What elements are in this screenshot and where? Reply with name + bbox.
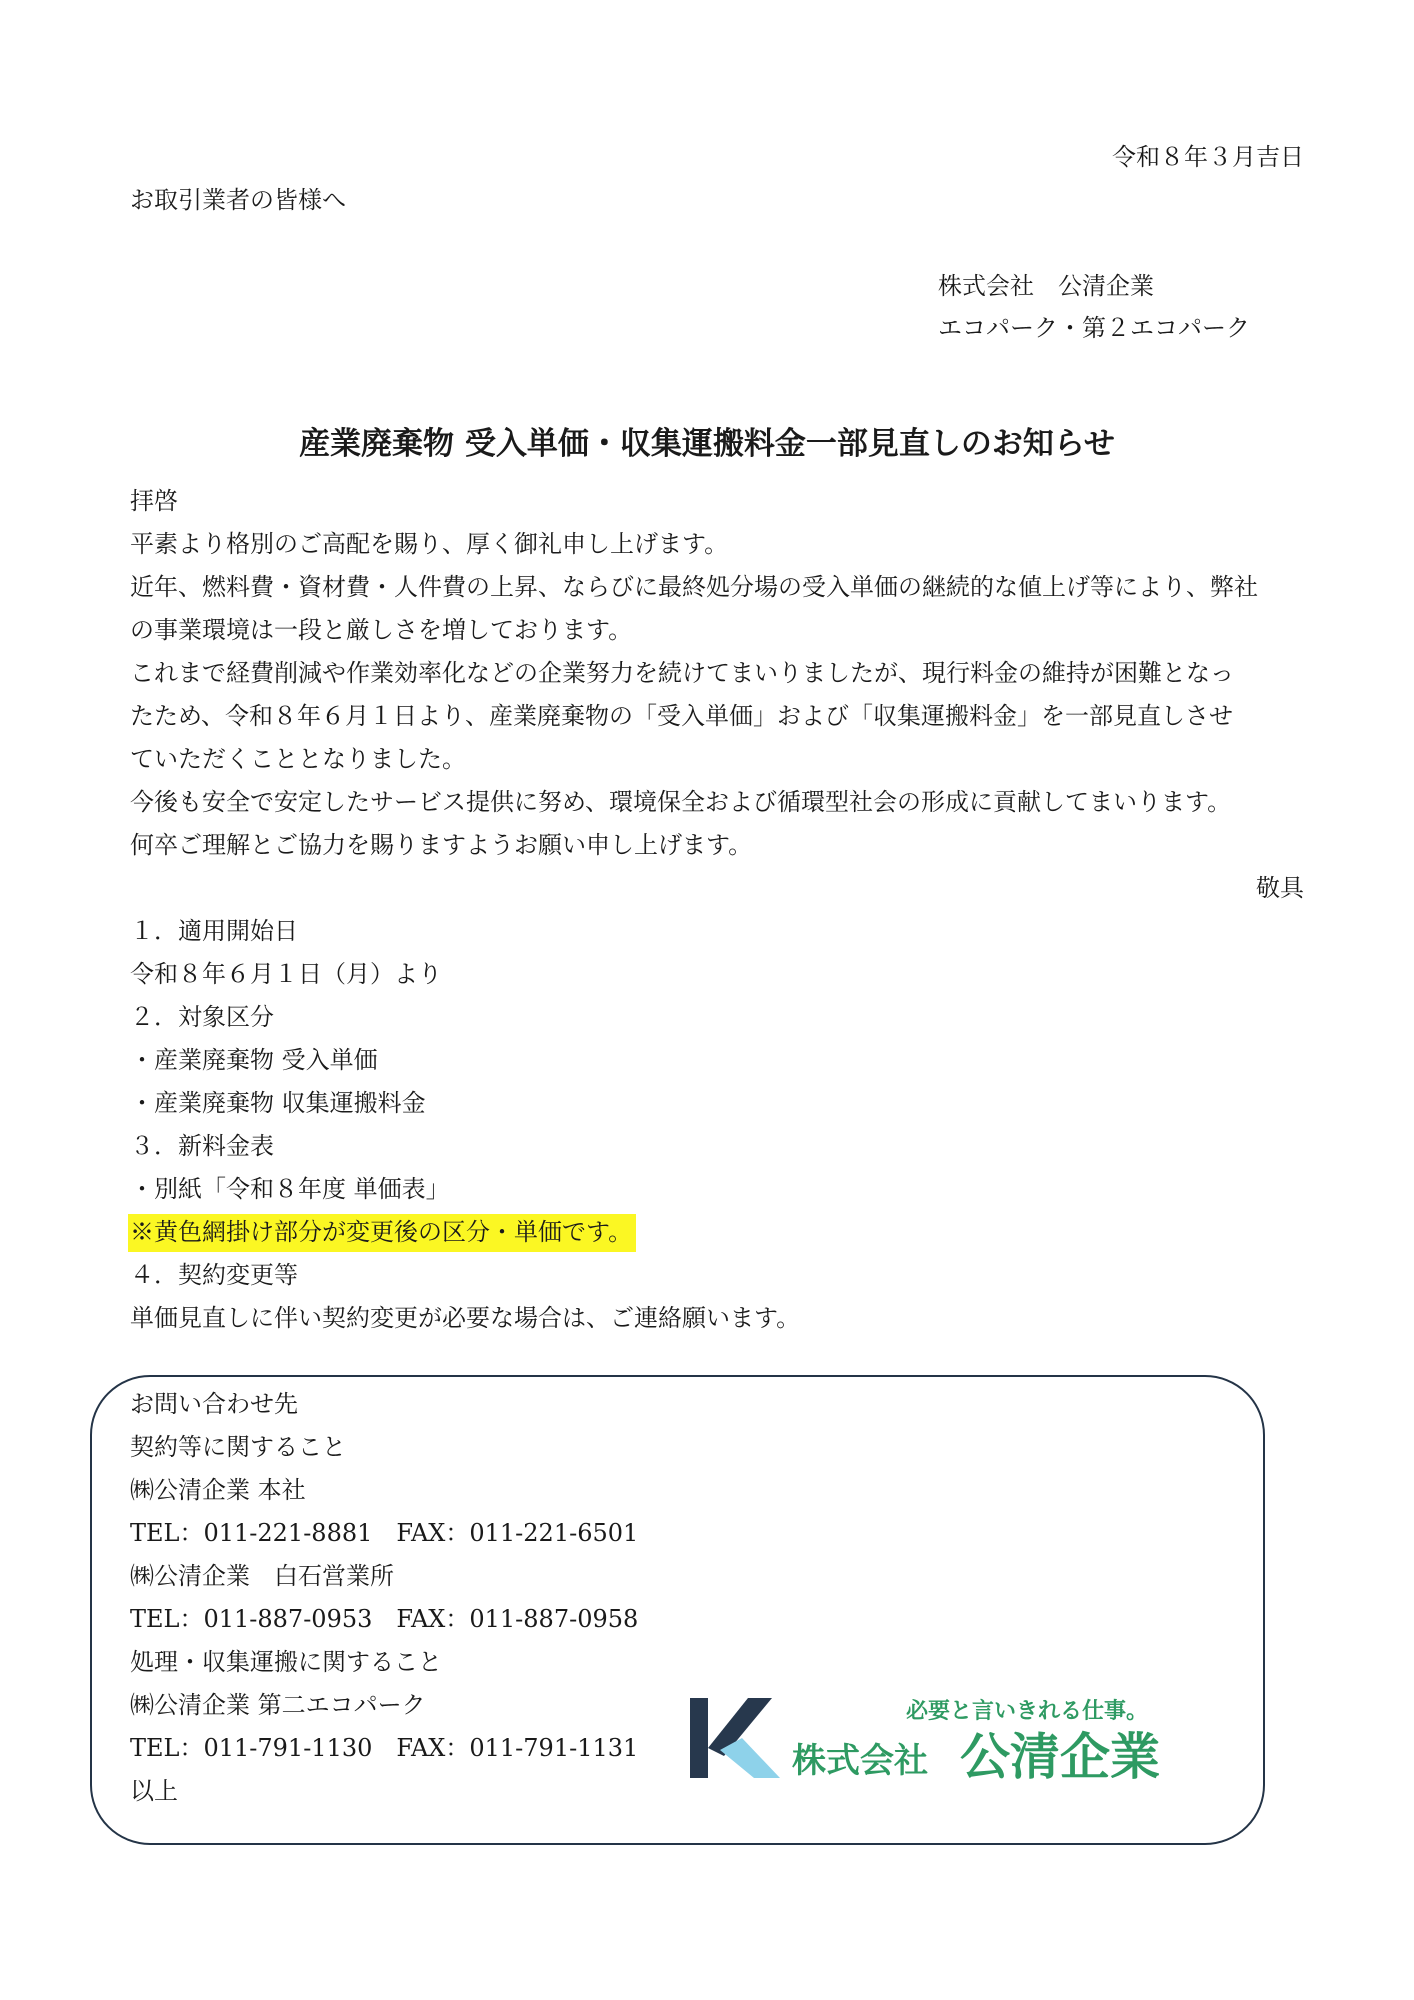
body-line: たため、令和８年６月１日より、産業廃棄物の「受入単価」および「収集運搬料金」を一部見直しさせ bbox=[130, 702, 1234, 730]
document-title: 産業廃棄物 受入単価・収集運搬料金一部見直しのお知らせ bbox=[299, 426, 1115, 462]
shiroishi-name: ㈱公清企業 白石営業所 bbox=[130, 1562, 394, 1590]
body-line: 今後も安全で安定したサービス提供に努め、環境保全および循環型社会の形成に貢献してまいります。 bbox=[130, 788, 1232, 816]
section-3-heading: ３．新料金表 bbox=[130, 1132, 274, 1160]
hq-name: ㈱公清企業 本社 bbox=[130, 1476, 306, 1504]
section-2-item: ・産業廃棄物 収集運搬料金 bbox=[130, 1089, 426, 1117]
shiroishi-phone: TEL：011-887-0953 FAX：011-887-0958 bbox=[130, 1605, 639, 1633]
k-mark-icon bbox=[690, 1698, 780, 1778]
body-line: の事業環境は一段と厳しさを増しております。 bbox=[130, 616, 633, 644]
section-1-text: 令和８年６月１日（月）より bbox=[130, 960, 442, 988]
highlight-note bbox=[128, 1220, 636, 1244]
company-logo bbox=[690, 1690, 1200, 1780]
end-mark: 以上 bbox=[130, 1777, 178, 1805]
section-3-item: ・別紙「令和８年度 単価表」 bbox=[130, 1175, 450, 1203]
document-date: 令和８年３月吉日 bbox=[1112, 143, 1304, 171]
body-line: 何卒ご理解とご協力を賜りますようお願い申し上げます。 bbox=[130, 831, 753, 859]
sender-division: エコパーク・第２エコパーク bbox=[938, 314, 1250, 342]
body-line: 近年、燃料費・資材費・人件費の上昇、ならびに最終処分場の受入単価の継続的な値上げ等により、弊社 bbox=[130, 573, 1258, 601]
logo-company-name: 公清企業 bbox=[960, 1728, 1160, 1780]
section-1-heading: １．適用開始日 bbox=[130, 917, 298, 945]
recipient: お取引業者の皆様へ bbox=[130, 186, 346, 214]
highlight-note-text: ※黄色網掛け部分が変更後の区分・単価です。 bbox=[128, 1214, 636, 1252]
opening-greeting: 拝啓 bbox=[130, 487, 178, 515]
body-line: 平素より格別のご高配を賜り、厚く御礼申し上げます。 bbox=[130, 530, 729, 558]
body-line: これまで経費削減や作業効率化などの企業努力を続けてまいりましたが、現行料金の維持が困難となっ bbox=[130, 659, 1234, 687]
hq-phone: TEL：011-221-8881 FAX：011-221-6501 bbox=[130, 1519, 639, 1547]
logo-company-prefix: 株式会社 bbox=[792, 1741, 928, 1780]
contract-heading: 契約等に関すること bbox=[130, 1433, 346, 1461]
ecopark-name: ㈱公清企業 第二エコパーク bbox=[130, 1691, 426, 1719]
logo-tagline: 必要と言いきれる仕事。 bbox=[905, 1699, 1148, 1724]
section-4-text: 単価見直しに伴い契約変更が必要な場合は、ご連絡願います。 bbox=[130, 1304, 801, 1332]
processing-heading: 処理・収集運搬に関すること bbox=[130, 1648, 442, 1676]
section-2-item: ・産業廃棄物 受入単価 bbox=[130, 1046, 378, 1074]
section-4-heading: ４．契約変更等 bbox=[130, 1261, 298, 1289]
ecopark-phone: TEL：011-791-1130 FAX：011-791-1131 bbox=[130, 1734, 639, 1762]
closing-greeting: 敬具 bbox=[1256, 874, 1304, 902]
contact-title: お問い合わせ先 bbox=[130, 1390, 298, 1418]
sender-company: 株式会社 公清企業 bbox=[938, 272, 1154, 300]
body-line: ていただくこととなりました。 bbox=[130, 745, 466, 773]
section-2-heading: ２．対象区分 bbox=[130, 1003, 274, 1031]
